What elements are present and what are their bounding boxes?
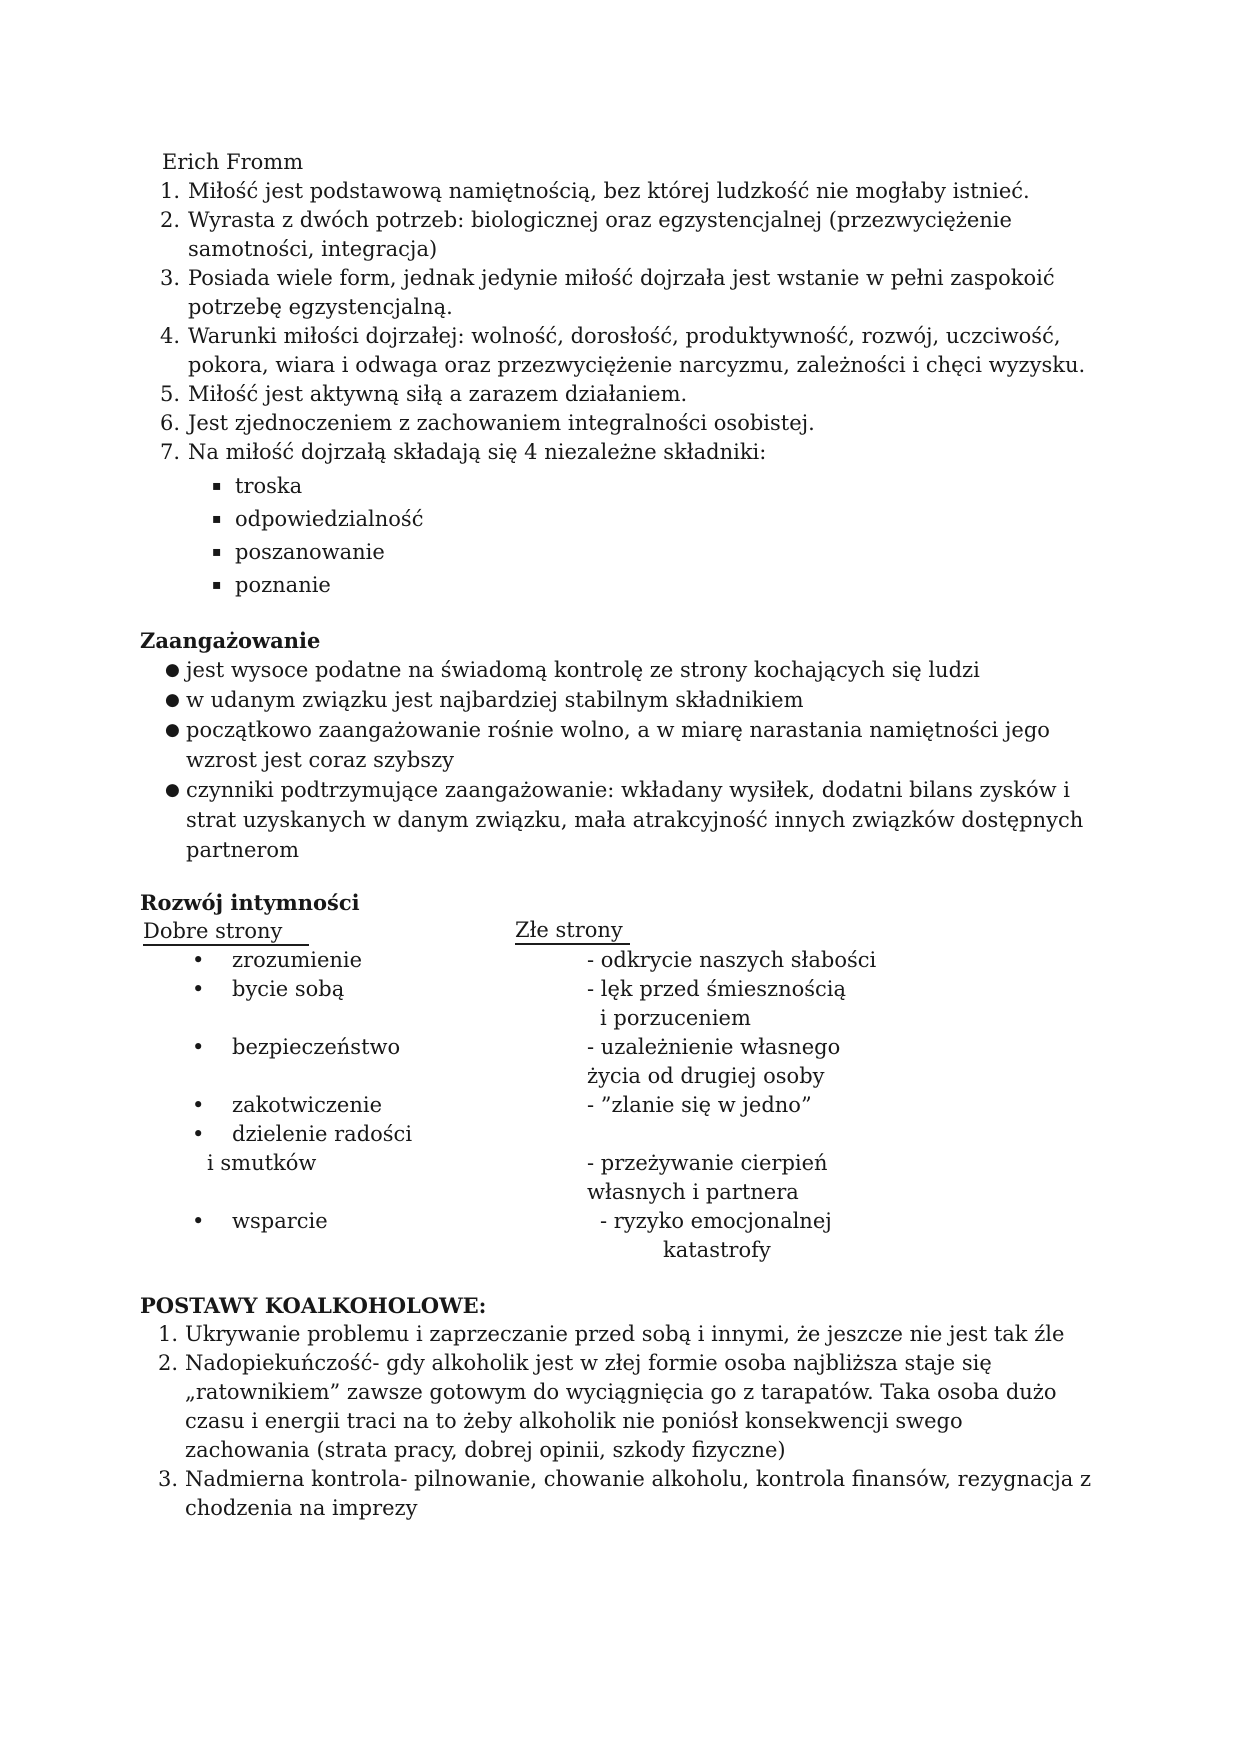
list-item-text: Wyrasta z dwóch potrzeb: biologicznej oraz egzystencjalnej (przezwyciężenie samotności, integracja) — [188, 208, 1012, 261]
list-item — [165, 685, 1092, 715]
list-item-text: Jest zjednoczeniem z zachowaniem integralności osobistej. — [188, 411, 815, 435]
column-header-bad-sides: Złe strony — [515, 917, 630, 945]
bad-side-cell: katastrofy — [663, 1238, 771, 1262]
list-number-marker — [160, 409, 188, 438]
list-number-marker — [158, 1349, 185, 1465]
list-item-text: początkowo zaangażowanie rośnie wolno, a w miarę narastania namiętności jego wzrost jest coraz szybszy — [186, 718, 1050, 772]
list-item — [212, 470, 1092, 503]
small-bullet-icon: • — [192, 1035, 205, 1059]
good-side-cell — [188, 1004, 587, 1033]
section-heading-rozwoj-intymnosci: Rozwój intymności — [140, 890, 360, 915]
list-item — [165, 715, 1092, 775]
good-side-cell — [188, 975, 587, 1004]
list-item-text: w udanym związku jest najbardziej stabilnym składnikiem — [186, 688, 804, 712]
list-item-text: troska — [235, 474, 303, 498]
cell-text: bycie sobą — [232, 977, 345, 1001]
small-bullet-icon: • — [192, 948, 205, 972]
list-item-text: odpowiedzialność — [235, 507, 424, 531]
cell-text: zrozumienie — [232, 948, 363, 972]
list-item — [160, 380, 1092, 409]
good-side-cell — [188, 1207, 587, 1236]
list-item — [160, 264, 1092, 322]
bad-side-cell — [587, 1120, 1092, 1149]
square-bullet-icon: ▪ — [212, 478, 222, 494]
bad-side-cell: życia od drugiej osoby — [587, 1064, 825, 1088]
list-item — [165, 775, 1092, 865]
list-item-text: Miłość jest aktywną siłą a zarazem działaniem. — [188, 382, 688, 406]
bad-side-cell: - przeżywanie cierpień — [587, 1151, 828, 1175]
cell-text: wsparcie — [232, 1209, 328, 1233]
list-item-text: poszanowanie — [235, 540, 385, 564]
postawy-numbered-list — [140, 1320, 1092, 1523]
list-item — [165, 655, 1092, 685]
list-item — [212, 569, 1092, 602]
bad-side-cell: - ryzyko emocjonalnej — [600, 1209, 832, 1233]
dot-bullet-icon: ● — [165, 690, 180, 710]
good-side-cell — [188, 946, 587, 975]
good-side-cell: i smutków — [207, 1151, 317, 1175]
love-components-list — [212, 470, 1092, 602]
square-bullet-icon: ▪ — [212, 577, 222, 593]
comparison-table — [188, 946, 1092, 1265]
good-side-cell — [188, 1120, 587, 1149]
list-number-marker — [158, 1320, 185, 1349]
list-item-text: Na miłość dojrzałą składają się 4 niezależne składniki: — [188, 440, 767, 464]
small-bullet-icon: • — [192, 977, 205, 1001]
list-item-text: Ukrywanie problemu i zaprzeczanie przed sobą i innymi, że jeszcze nie jest tak źle — [185, 1322, 1065, 1346]
document-title: Erich Fromm — [162, 150, 304, 174]
zaangazowanie-bullet-list — [165, 655, 1092, 865]
square-bullet-icon: ▪ — [212, 544, 222, 560]
dot-bullet-icon: ● — [165, 660, 180, 680]
list-number-marker — [158, 1465, 185, 1523]
list-number-marker — [160, 177, 188, 206]
list-item — [160, 206, 1092, 264]
good-side-cell — [188, 1178, 587, 1207]
small-bullet-icon: • — [192, 1209, 205, 1233]
dot-bullet-icon: ● — [165, 780, 180, 800]
section-heading-postawy-koalkoholowe: POSTAWY KOALKOHOLOWE: — [140, 1293, 487, 1318]
list-item — [160, 322, 1092, 380]
comparison-column-headers — [140, 917, 1092, 946]
cell-text: bezpieczeństwo — [232, 1035, 401, 1059]
bad-side-cell: - odkrycie naszych słabości — [587, 948, 877, 972]
list-item-text: Miłość jest podstawową namiętnością, bez której ludzkość nie mogłaby istnieć. — [188, 179, 1030, 203]
list-item — [158, 1320, 1092, 1349]
bad-side-cell: własnych i partnera — [587, 1180, 799, 1204]
bad-side-cell: - uzależnienie własnego — [587, 1035, 841, 1059]
small-bullet-icon: • — [192, 1093, 205, 1117]
good-side-cell — [188, 1236, 587, 1265]
list-item-text: Posiada wiele form, jednak jedynie miłość dojrzała jest wstanie w pełni zaspokoić potrzebę egzystencjalną. — [188, 266, 1055, 319]
list-item-text: poznanie — [235, 573, 331, 597]
good-side-cell — [188, 1062, 587, 1091]
list-item-text: Warunki miłości dojrzałej: wolność, dorosłość, produktywność, rozwój, uczciwość, pokora, wiara i odwaga oraz przezwyciężenie narcyzmu, zależności i chęci wyzysku. — [188, 324, 1086, 377]
list-item-text: Nadopiekuńczość- gdy alkoholik jest w złej formie osoba najbliższa staje się „ratownikiem” zawsze gotowym do wyciągnięcia go z tarapatów. Taka osoba dużo czasu i energii traci na to żeby alkoholik nie poniósł konsekwencji swego zachowania (strata pracy, dobrej opinii, szkody fizyczne) — [185, 1351, 1057, 1462]
list-number-marker — [160, 380, 188, 409]
list-number-marker — [160, 438, 188, 467]
square-bullet-icon: ▪ — [212, 511, 222, 527]
list-number-marker — [160, 322, 188, 380]
good-side-cell — [188, 1033, 587, 1062]
list-item — [158, 1465, 1092, 1523]
list-item-text: Nadmierna kontrola- pilnowanie, chowanie alkoholu, kontrola finansów, rezygnacja z chodzenia na imprezy — [185, 1467, 1092, 1520]
list-item — [160, 409, 1092, 438]
cell-text: dzielenie radości — [232, 1122, 413, 1146]
list-number-marker — [160, 206, 188, 264]
bad-side-cell: - ”zlanie się w jedno” — [587, 1093, 812, 1117]
list-item — [160, 438, 1092, 467]
list-number-marker — [160, 264, 188, 322]
list-item — [212, 503, 1092, 536]
dot-bullet-icon: ● — [165, 720, 180, 740]
small-bullet-icon: • — [192, 1122, 205, 1146]
list-item-text: jest wysoce podatne na świadomą kontrolę ze strony kochających się ludzi — [186, 658, 980, 682]
list-item — [212, 536, 1092, 569]
list-item — [160, 177, 1092, 206]
column-header-good-sides: Dobre strony — [143, 918, 309, 946]
bad-side-cell: - lęk przed śmiesznością — [587, 977, 847, 1001]
list-item-text: czynniki podtrzymujące zaangażowanie: wkładany wysiłek, dodatni bilans zysków i strat uzyskanych w danym związku, mała atrakcyjność innych związków dostępnych partnerom — [186, 778, 1084, 862]
cell-text: zakotwiczenie — [232, 1093, 383, 1117]
fromm-numbered-list — [140, 177, 1092, 467]
bad-side-cell: i porzuceniem — [600, 1006, 751, 1030]
section-heading-zaangazowanie: Zaangażowanie — [140, 628, 321, 653]
document-page — [140, 148, 1092, 1523]
good-side-cell — [188, 1091, 587, 1120]
list-item — [158, 1349, 1092, 1465]
